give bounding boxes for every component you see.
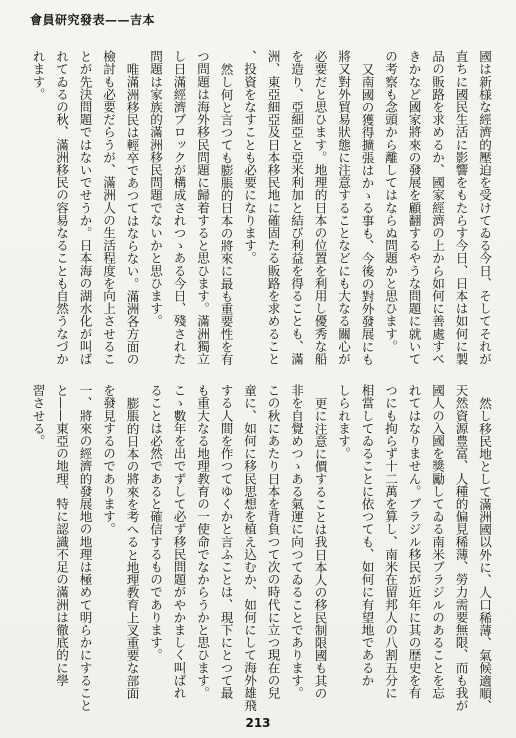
text-column: を發見するのであります。: [101, 384, 116, 536]
text-column: しられます。: [336, 384, 351, 460]
text-column: れてゐるの秋、滿洲移民の容易なることも自然うなづか: [54, 50, 69, 365]
text-column: 習させる。: [30, 384, 46, 447]
text-column: 問題は家族的滿洲移民問題でないかと思ひます。: [148, 50, 163, 328]
text-column: 一、將來の經濟的發展地の地理は極めて明らかにすること: [77, 384, 93, 712]
text-column: 更に注意に價することは我日本人の移民制限國も其の: [312, 396, 328, 699]
lower-text-section: [26, 384, 496, 712]
text-column: れてはなりません。ブラジル移民が近年に其の歴史を有: [406, 384, 422, 699]
page-number: 213: [245, 716, 271, 730]
text-column: 檢討も必要だらうが、滿洲人の生活程度を向上させるこ: [101, 50, 116, 365]
text-column: 唯滿洲移民は輕卒であつてはならない。滿洲各方面の: [124, 62, 140, 365]
text-column: 品の販路を求めるか、國家經濟の上から如何に善處すべ: [430, 50, 445, 365]
text-column: つ問題は海外移民問題に歸着すると思ひます。滿洲獨立: [195, 50, 210, 365]
text-column: 然し何と言つても膨脹的日本の將來に最も重要性を有: [218, 62, 234, 365]
text-column: 洲、東亞細亞及日本移民地に確固たる販路を求めること: [265, 50, 281, 365]
text-column: 必要だと思ひます。地理的日本の位置を利用し優秀な船: [312, 50, 328, 365]
text-column: 又南國の獲得擴張はかゝる事も、今後の對外發展にも: [359, 62, 375, 365]
text-column: 直ちに國民生活に影響をもたらす今日、日本は如何に製: [453, 50, 469, 365]
text-column: する人間を作つてゆくかと言ふことは、現下にとつて最: [218, 384, 234, 699]
text-column: 國人の入國を獎勵してゐる南米ブラジルのあることを忘: [430, 384, 445, 699]
text-column: 國は新様な經濟的壓迫を受けてゐる今日、そしてそれが: [477, 50, 492, 365]
text-column: とが先決問題ではないでせうか。日本海の湖水化が叫ば: [77, 50, 93, 365]
text-column: と——東亞の地理、特に認識不足の滿洲は徹底的に學: [54, 384, 69, 687]
text-column: 相當してゐることに依つても、如何に有望地であるか: [359, 384, 375, 687]
text-column: 、投資をなすことも必要になります。: [242, 50, 257, 265]
text-column: ることは必然であると確信するものであります。: [148, 384, 163, 662]
text-column: 天然資源豊富、人種的偏見稀薄、勞力需要無限、而も我が: [453, 384, 469, 712]
text-column: きかなど國家將來の發展を顧翻するやうな問題に就いて: [406, 50, 422, 365]
running-title: 會員研究發表——吉本: [30, 13, 156, 27]
text-column: 將又對外貿易狀態に注意することなどにも大なる關心が: [336, 50, 351, 365]
text-column: れます。: [30, 50, 46, 101]
text-column: の考察も念頭から離してはならぬ問題かと思ひます。: [383, 50, 398, 353]
text-column: つにも拘らず十二萬を算し、南米在留邦人の八割五分に: [383, 384, 398, 699]
text-column: を造り、亞細亞と亞米利加と結び利益を得ることも、滿: [289, 50, 304, 365]
text-column: 童に、如何に移民思想を植え込むか、如何にして海外雄飛: [242, 384, 257, 712]
text-column: 膨脹的日本の將來を考へると地理教育上叉重要な部面: [124, 396, 140, 699]
text-column: 非を自覺めつゝある氣運に向つてゐることであります。: [289, 384, 304, 699]
text-column: 然し移民地として滿洲國以外に、人口稀薄、氣候適順、: [477, 396, 492, 712]
text-column: も重大なる地理教育の一使命でなからうかと思ひます。: [195, 384, 210, 699]
text-column: し日滿經濟ブロックが構成されつゝある今日、殘された: [171, 50, 187, 365]
text-column: この秋にあたり日本を背負つて次の時代に立つ現在の兒: [265, 384, 281, 699]
upper-text-section: [26, 50, 496, 378]
text-column: こゝ數年を出でずして必ず移民問題がやかましく叫ばれ: [171, 384, 187, 699]
